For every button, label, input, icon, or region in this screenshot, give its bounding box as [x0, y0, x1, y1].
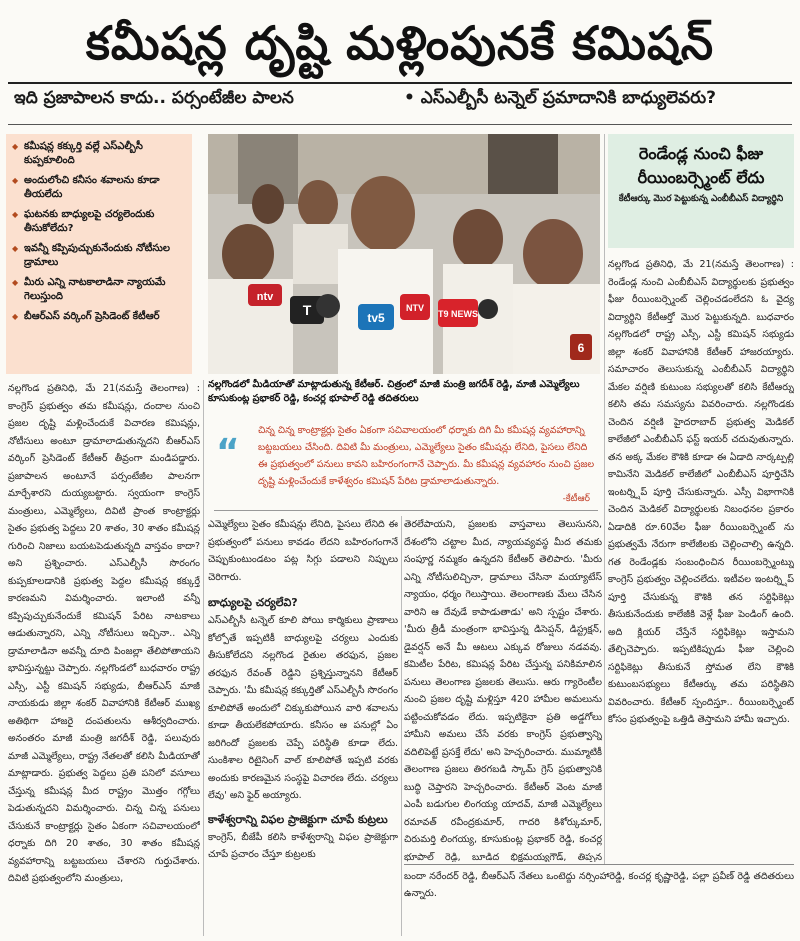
- mic-label: 6: [577, 341, 585, 355]
- photo-caption: నల్లగొండలో మీడియాతో మాట్లాడుతున్న కేటీఆర్. చిత్రంలో మాజీ మంత్రి జగదీశ్ రెడ్డి, మాజీ ఎమ్మెల్యేలు కూసుకుంట్ల ప్రభాకర్ రెడ్డి, కంచర్ల భూపాల్ రెడ్డి తదితరులు: [208, 379, 580, 404]
- article-text: తెరలేపాయని, ప్రజలకు వాస్తవాలు తెలుసునని, దేశంలోని చట్టాల మీద, న్యాయవ్యవస్థ మీద తమకు సంపూర్ణ నమ్మకం ఉన్నదని కేటీఆర్ తెలిపారు. 'మీరు ఎన్ని నోటీసులిచ్చినా, డ్రామాలు చేసినా మయ్యాటేస్ న్యాయం, ధర్మం గెలుస్తాయి. తెలంగాణకు మేలు చేసిన వారిని ఆ దేవుడే కాపాడుతాడు' అని స్పష్టం చేశారు. 'మీరు త్రీడీ మంత్రంగా భావిస్తున్న డిసెప్షన్, డిస్ట్రక్షన్, డైవర్షన్ అనే మీ ఆటలు ఎక్కువ రోజులు నడవవు. కమిటీల పేరిట, కమిషన్ల పేరిట చేస్తున్న పనికిమాలిన పనులు తెలంగాణ ప్రజలకు తెలుసు. ఆరు గ్యారెంటీల నుంచి ప్రజల దృష్టి మళ్లిస్తూ 420 హామీల అమలును పట్టించుకోవడం లేదు. ఇప్పటికైనా ప్రతి అడ్డగోలు హామీని అమలు చేసే వరకు కాంగ్రెస్ ప్రభుత్వాన్ని వదిలిపెట్టే ప్రసక్తే లేదు' అని హెచ్చరించారు. ముమ్మాటికీ తెలంగాణ ప్రజలు తిరగబడి స్కామ్ గ్రెస్ ప్రభుత్వానికి బుద్ధి చెప్తారని హెచ్చరించారు. కేటీఆర్ వెంట మాజీ ఎంపీ బడుగుల లింగయ్య యాదవ్, మాజీ ఎమ్మెల్యేలు రమావత్ రవీంద్రకుమార్, గాదరి కిశోర్కుమార్, చిరుమర్తి లింగయ్య, కూసుకుంట్ల ప్రభాకర్ రెడ్డి, కంచర్ల భూపాల్ రెడ్డి, బూడిద భిక్షమయ్యగౌడ్, తిప్పన: [404, 519, 602, 862]
- article-text: ఎస్ఎల్బీసీ టన్నెల్ కూలి పోయి కార్మికులు ప్రాణాలు కోల్పోతే ఇప్పటికీ బాధ్యులపై చర్యలు ఎందుకు తీసుకోలేదని నల్లగొండ రైతుల తరఫున, ప్రజల తరఫున రేవంత్ రెడ్డిని ప్రశ్నిస్తున్నానని కేటీఆర్ చెప్పారు. 'మీ కమీషన్ల కక్కుర్తితో ఎస్ఎల్బీసీ సొరంగం కూలిపోతే అందులో చిక్కుకుపోయిన వారి శవాలను కూడా తీయలేకపోయారు. కనీసం ఆ పనుల్లో ఏం జరిగిందో ప్రజలకు చెప్పే పరిస్థితి కూడా లేదు. సుంకిశాల రిటైనింగ్ వాల్ కూలిపోతే ఇప్పటి వరకు అందుకు కారణమైన సంస్థపై విచారణ లేదు. చర్యలు లేవు' అని ఫైర్ అయ్యారు.: [208, 615, 398, 801]
- highlight-item: ◆ కమీషన్ల కక్కుర్తి వల్లే ఎస్ఎల్బీసీ కుప్పకూలింది: [12, 140, 186, 168]
- sidebar-story-text: [608, 256, 794, 868]
- article-text: ఎమ్మెల్యేలు సైతం కమీషన్లు లేనిది, పైసలు లేనిది ఈ ప్రభుత్వంలో పనులు కావడం లేదని బహిరంగంగానే చెప్పుకుంటుండటం పట్ల సిగ్గు పడాలని నిప్పులు చెరిగారు.: [208, 519, 398, 583]
- mic-label: T: [302, 302, 312, 318]
- section-subhead: కాళేశ్వరాన్ని విఫల ప్రాజెక్టుగా చూపే కుట్రలు: [208, 812, 388, 826]
- subheadline-rule: [8, 124, 792, 125]
- highlight-item: ◆ ఘటనకు బాధ్యులపై చర్యలెందుకు తీసుకోలేదు?: [12, 208, 186, 236]
- mic-label: T9 NEWS: [437, 309, 479, 319]
- highlight-item: ◆ మీరు ఎన్ని నాటకాలాడినా న్యాయమే గెలుస్తుంది: [12, 276, 186, 304]
- highlight-item: ◆ బీఆర్ఎస్ వర్కింగ్ ప్రెసిడెంట్ కేటీఆర్: [12, 310, 186, 324]
- mic-label: NTV: [406, 303, 424, 313]
- mic-label: tv5: [367, 311, 385, 325]
- column-divider: [401, 516, 402, 936]
- highlight-item: ◆ అందులోంచి కనీసం శవాలను కూడా తీయలేదు: [12, 174, 186, 202]
- article-column-2: [208, 516, 398, 936]
- article-column-3: [404, 516, 602, 862]
- highlight-item: ◆ ఇవన్నీ కప్పిపుచ్చుకునేందుకు నోటీసుల డ్రామాలు: [12, 242, 186, 270]
- article-text: నల్లగొండ ప్రతినిధి, మే 21(నమస్తే తెలంగాణ) : కాంగ్రెస్ ప్రభుత్వం తమ కమీషన్లు, దందాల నుంచి ప్రజల దృష్టి మళ్లించేందుకే విచారణ కమిషన్లు, నోటీసులు అంటూ డ్రామాలాడుతున్నదని బీఆర్ఎస్ వర్కింగ్ ప్రెసిడెంట్ కేటీఆర్ తీవ్రంగా మండిపడ్డారు. ప్రజాపాలన అంటూనే పర్సంటేజీల పాలనగా మార్చేశారని దుయ్యబట్టారు. స్వయంగా కాంగ్రెస్ మంత్రులు, ఎమ్మెల్యేలు, దివిటి ప్రాంత కాంట్రాక్టర్లు సైతం ప్రభుత్వ పెద్దలు 20 శాతం, 30 శాతం కమీషన్ల గురించి నిజాలు బయటపెడుతున్నది వాస్తవం కాదా? అని ప్రశ్నించారు. ఎస్ఎల్బీసీ సొరంగం కుప్పకూలడానికి ప్రభుత్వ పెద్దల కమీషన్ల కక్కుర్తే కారణమని విమర్శించారు. ఇలాంటి వన్నీ కప్పిపుచ్చుకునేందుకే కమిషన్ పేరిట నాటకాలు ఆడుతున్నారని, ఎన్ని నోటీసులు ఇచ్చినా.. ఎన్ని డ్రామాలాడినా అవన్నీ దూది పింజల్లా తేలిపోతాయని భావిస్తున్నట్టు చెప్పారు. నల్లగొండలో బుధవారం రాష్ట్ర ఎస్సీ, ఎస్టీ కమిషన్ సభ్యుడు, బీఆర్ఎస్ మాజీ నాయకుడు జిల్లా శంకర్ వివాహానికి కేటీఆర్ ముఖ్య అతిథిగా హాజరై దంపతులను ఆశీర్వదించారు. అనంతరం మాజీ మంత్రి జగదీశ్ రెడ్డి, పలువురు మాజీ ఎమ్మెల్యేలు, రాష్ట్ర నేతలతో కలిసి మీడియాతో మాట్లాడారు. ప్రభుత్వ పెద్దలు ప్రతి పనిలో వసూలు చేస్తున్న కమీషన్ల మీద రాష్ట్రం మొత్తం గగ్గోలు పెడుతున్నదని విమర్శించారు. చిన్న చిన్న పనులు చేసుకునే కాంట్రాక్టర్లు సైతం ఏకంగా సచివాలయంలో ధర్నాకు దిగి 20 శాతం, 30 శాతం కమీషన్ల వ్యవహారాన్ని బట్టబయలు చేశారని గుర్తుచేశారు. దివిటి ప్రభుత్వంలోని మంత్రులు,: [8, 383, 200, 884]
- bottom-rule: [404, 864, 794, 865]
- news-photo: [208, 134, 600, 374]
- sidebar-story-title: రెండేండ్ల నుంచి ఫీజు రీయింబర్స్మెంట్ లేదు: [637, 144, 765, 187]
- column-divider: [203, 380, 204, 936]
- article-text: కాంగ్రెస్, బీజేపీ కలిసి కాళేశ్వరాన్ని విఫల ప్రాజెక్టుగా చూపే ప్రచారం చేస్తూ కుట్రలకు: [208, 831, 398, 860]
- sidebar-story-subtitle: కేటీఆర్కు మొర పెట్టుకున్న ఎంబీబీఎస్ విద్యార్థిని: [618, 194, 784, 204]
- headline: కమీషన్ల దృష్టి మళ్లింపునకే కమిషన్: [85, 16, 715, 70]
- subheadline-right: • ఎస్ఎల్బీసీ టన్నెల్ ప్రమాదానికి బాధ్యులెవరు?: [404, 88, 716, 108]
- column-divider: [604, 134, 605, 864]
- highlights-box: [6, 134, 192, 374]
- subheadline-left: ఇది ప్రజాపాలన కాదు.. పర్సంటేజీల పాలన: [14, 88, 294, 108]
- mic-label: ntv: [256, 291, 274, 303]
- article-text: నల్లగొండ ప్రతినిధి, మే 21(నమస్తే తెలంగాణ) : రెండేండ్ల నుంచి ఎంబీబీఎస్ విద్యార్థులకు ప్రభుత్వం ఫీజు రీయింబర్స్మెంట్ చెల్లించడంలేదని ఓ వైద్య విద్యార్థిని కేటీఆర్తో మొర పెట్టుకున్నది. బుధవారం నల్లగొండలో రాష్ట్ర ఎస్సీ, ఎస్టీ కమిషన్ సభ్యుడు జిల్లా శంకర్ వివాహానికి కేటీఆర్ హాజరయ్యారు. సమాచారం తెలుసుకున్న ఎంబీబీఎస్ విద్యార్థిని మేకల వర్షిణి కుటుంబ సభ్యులతో కలిసి కేటీఆర్ను కలిసి తమ సమస్యను వివరించారు. నల్లగొండకు చెందిన వర్షిణి హైదరాబాద్ ప్రభుత్వ మెడికల్ కాలేజీలో ఎంబీబీఎస్ ఫస్ట్ ఇయర్ చదువుతున్నారు. తన అక్క మేకల కౌశికి కూడా ఈ ఏడాది నార్కట్పల్లి కామినేని మెడికల్ కాలేజీలో ఎంబీబీఎస్ పూర్తిచేసి ఇంటర్న్షిప్ పూర్తి చేసుకున్నారు. ఎస్సీ విభాగానికి చెందిన మెడికల్ విద్యార్థులకు నిబంధనల ప్రకారం ఏడాదికి రూ.60వేల ఫీజు రీయింబర్స్మెంట్ ను ప్రభుత్వమే నేరుగా కాలేజీలకు చెల్లించాల్సి ఉన్నది. గత రెండేండ్లకు సంబంధించిన రీయింబర్స్మెంట్ను కాంగ్రెస్ ప్రభుత్వం చెల్లించలేదు. ఇటీవల ఇంటర్న్షిప్ పూర్తి చేసుకున్న కౌశికి తన సర్టిఫికెట్లు తీసుకునేందుకు కాలేజీకి వెళ్లే ఫీజు పెండింగ్ ఉంది. అది క్లియర్ చేస్తేనే సర్టిఫికెట్లు ఇస్తామని తేల్చిచెప్పారు. ఇప్పటికిప్పుడు ఫీజు చెల్లించి సర్టిఫికెట్లు తీసుకునే స్తోమత లేని కౌశికి కుటుంబసభ్యులు కేటీఆర్కు తమ పరిస్థితిని వివరించారు. కేటీఆర్ స్పందిస్తూ.. రీయింబర్స్మెంట్ కోసం ప్రభుత్వంపై ఒత్తిడి తెస్తామని హామీ ఇచ్చారు.: [608, 259, 794, 725]
- article-closing-text: బందా నరేందర్ రెడ్డి, బీఆర్ఎస్ నేతలు ఒంటెద్దు నర్సింహారెడ్డి, కంచర్ల కృష్ణారెడ్డి, పల్లా ప్రవీణ్ రెడ్డి తదితరులు ఉన్నారు.: [404, 871, 794, 899]
- quote-text: చిన్న చిన్న కాంట్రాక్టర్లు సైతం ఏకంగా సచివాలయంలో ధర్నాకు దిగి మీ కమీషన్ల వ్యవహారాన్ని బట్టబయలు చేసింది. దివిటి మీ మంత్రులు, ఎమ్మెల్యేలు సైతం కమీషన్లు లేనిది, పైసలు లేనిది ఈ ప్రభుత్వంలో పనులు కావని బహిరంగంగానే చెప్పారు. మీ కమీషన్ల వ్యవహారం నుంచి ప్రజల దృష్టి మళ్లించేందుకే కాళేశ్వరం కమిషన్ పేరిట డ్రామాలాడుతున్నారు.: [258, 425, 595, 487]
- sidebar-story-header: [608, 134, 794, 248]
- quote-icon: “: [216, 432, 240, 473]
- headline-rule: [8, 82, 792, 84]
- article-column-1: [8, 380, 200, 936]
- quote-author: -కేటీఆర్: [562, 494, 590, 504]
- section-subhead: బాధ్యులపై చర్యలేవి?: [208, 596, 298, 609]
